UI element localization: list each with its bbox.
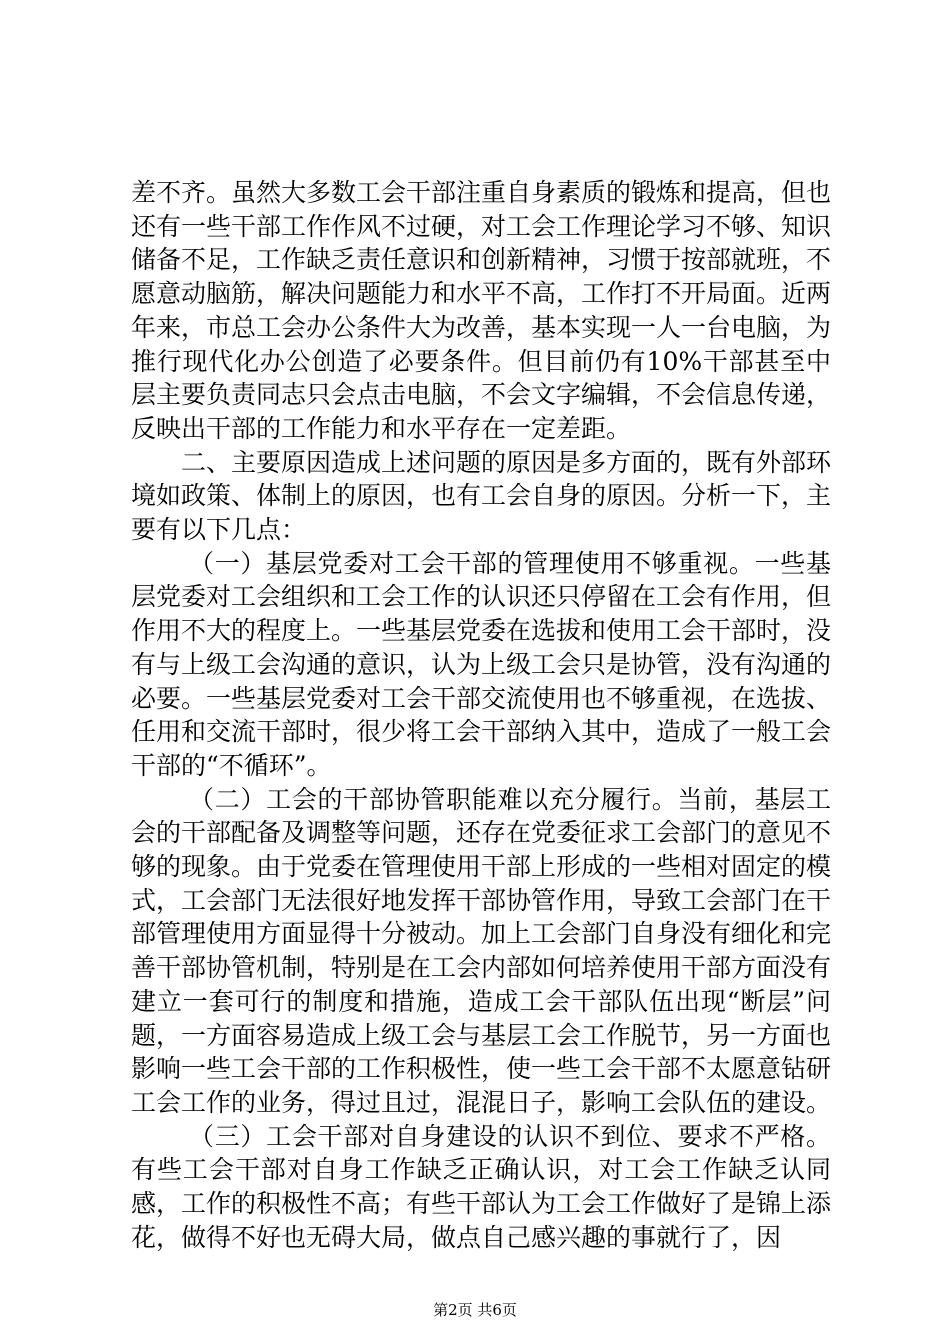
paragraph-subsection-one: （一）基层党委对工会干部的管理使用不够重视。一些基层党委对工会组织和工会工作的认识还只停留在工会有作用，但作用不大的程度上。一些基层党委在选拔和使用工会干部时，没有与上级工会沟通的意识，认为上级工会只是协管，没有沟通的必要。一些基层党委对工会干部交流使用也不够重视，在选拔、任用和交流干部时，很少将工会干部纳入其中，造成了一般工会干部的“不循环”。	[131, 548, 832, 780]
page-number-footer: 第2页 共6页	[433, 1301, 517, 1319]
paragraph-subsection-three: （三）工会干部对自身建设的认识不到位、要求不严格。有些工会干部对自身工作缺乏正确认识，对工会工作缺乏认同感，工作的积极性不高；有些干部认为工会工作做好了是锦上添花，做得不好也无碍大局，做点自己感兴趣的事就行了，因	[131, 1121, 832, 1252]
document-body	[131, 176, 831, 1255]
paragraph-continuation: 差不齐。虽然大多数工会干部注重自身素质的锻炼和提高，但也还有一些干部工作作风不过硬，对工会工作理论学习不够、知识储备不足，工作缺乏责任意识和创新精神，习惯于按部就班，不愿意动脑筋，解决问题能力和水平不高，工作打不开局面。近两年来，市总工会办公条件大为改善，基本实现一人一台电脑，为推行现代化办公创造了必要条件。但目前仍有10%干部甚至中层主要负责同志只会点击电脑，不会文字编辑，不会信息传递，反映出干部的工作能力和水平存在一定差距。	[131, 178, 832, 443]
paragraph-subsection-two: （二）工会的干部协管职能难以充分履行。当前，基层工会的干部配备及调整等问题，还存在党委征求工会部门的意见不够的现象。由于党委在管理使用干部上形成的一些相对固定的模式，工会部门无法很好地发挥干部协管作用，导致工会部门在干部管理使用方面显得十分被动。加上工会部门自身没有细化和完善干部协管机制，特别是在工会内部如何培养使用干部方面没有建立一套可行的制度和措施，造成工会干部队伍出现“断层”问题，一方面容易造成上级工会与基层工会工作脱节，另一方面也影响一些工会干部的工作积极性，使一些工会干部不太愿意钻研工会工作的业务，得过且过，混混日子，影响工会队伍的建设。	[131, 784, 832, 1117]
paragraph-section-two: 二、主要原因造成上述问题的原因是多方面的，既有外部环境如政策、体制上的原因，也有工会自身的原因。分析一下，主要有以下几点：	[131, 447, 832, 545]
